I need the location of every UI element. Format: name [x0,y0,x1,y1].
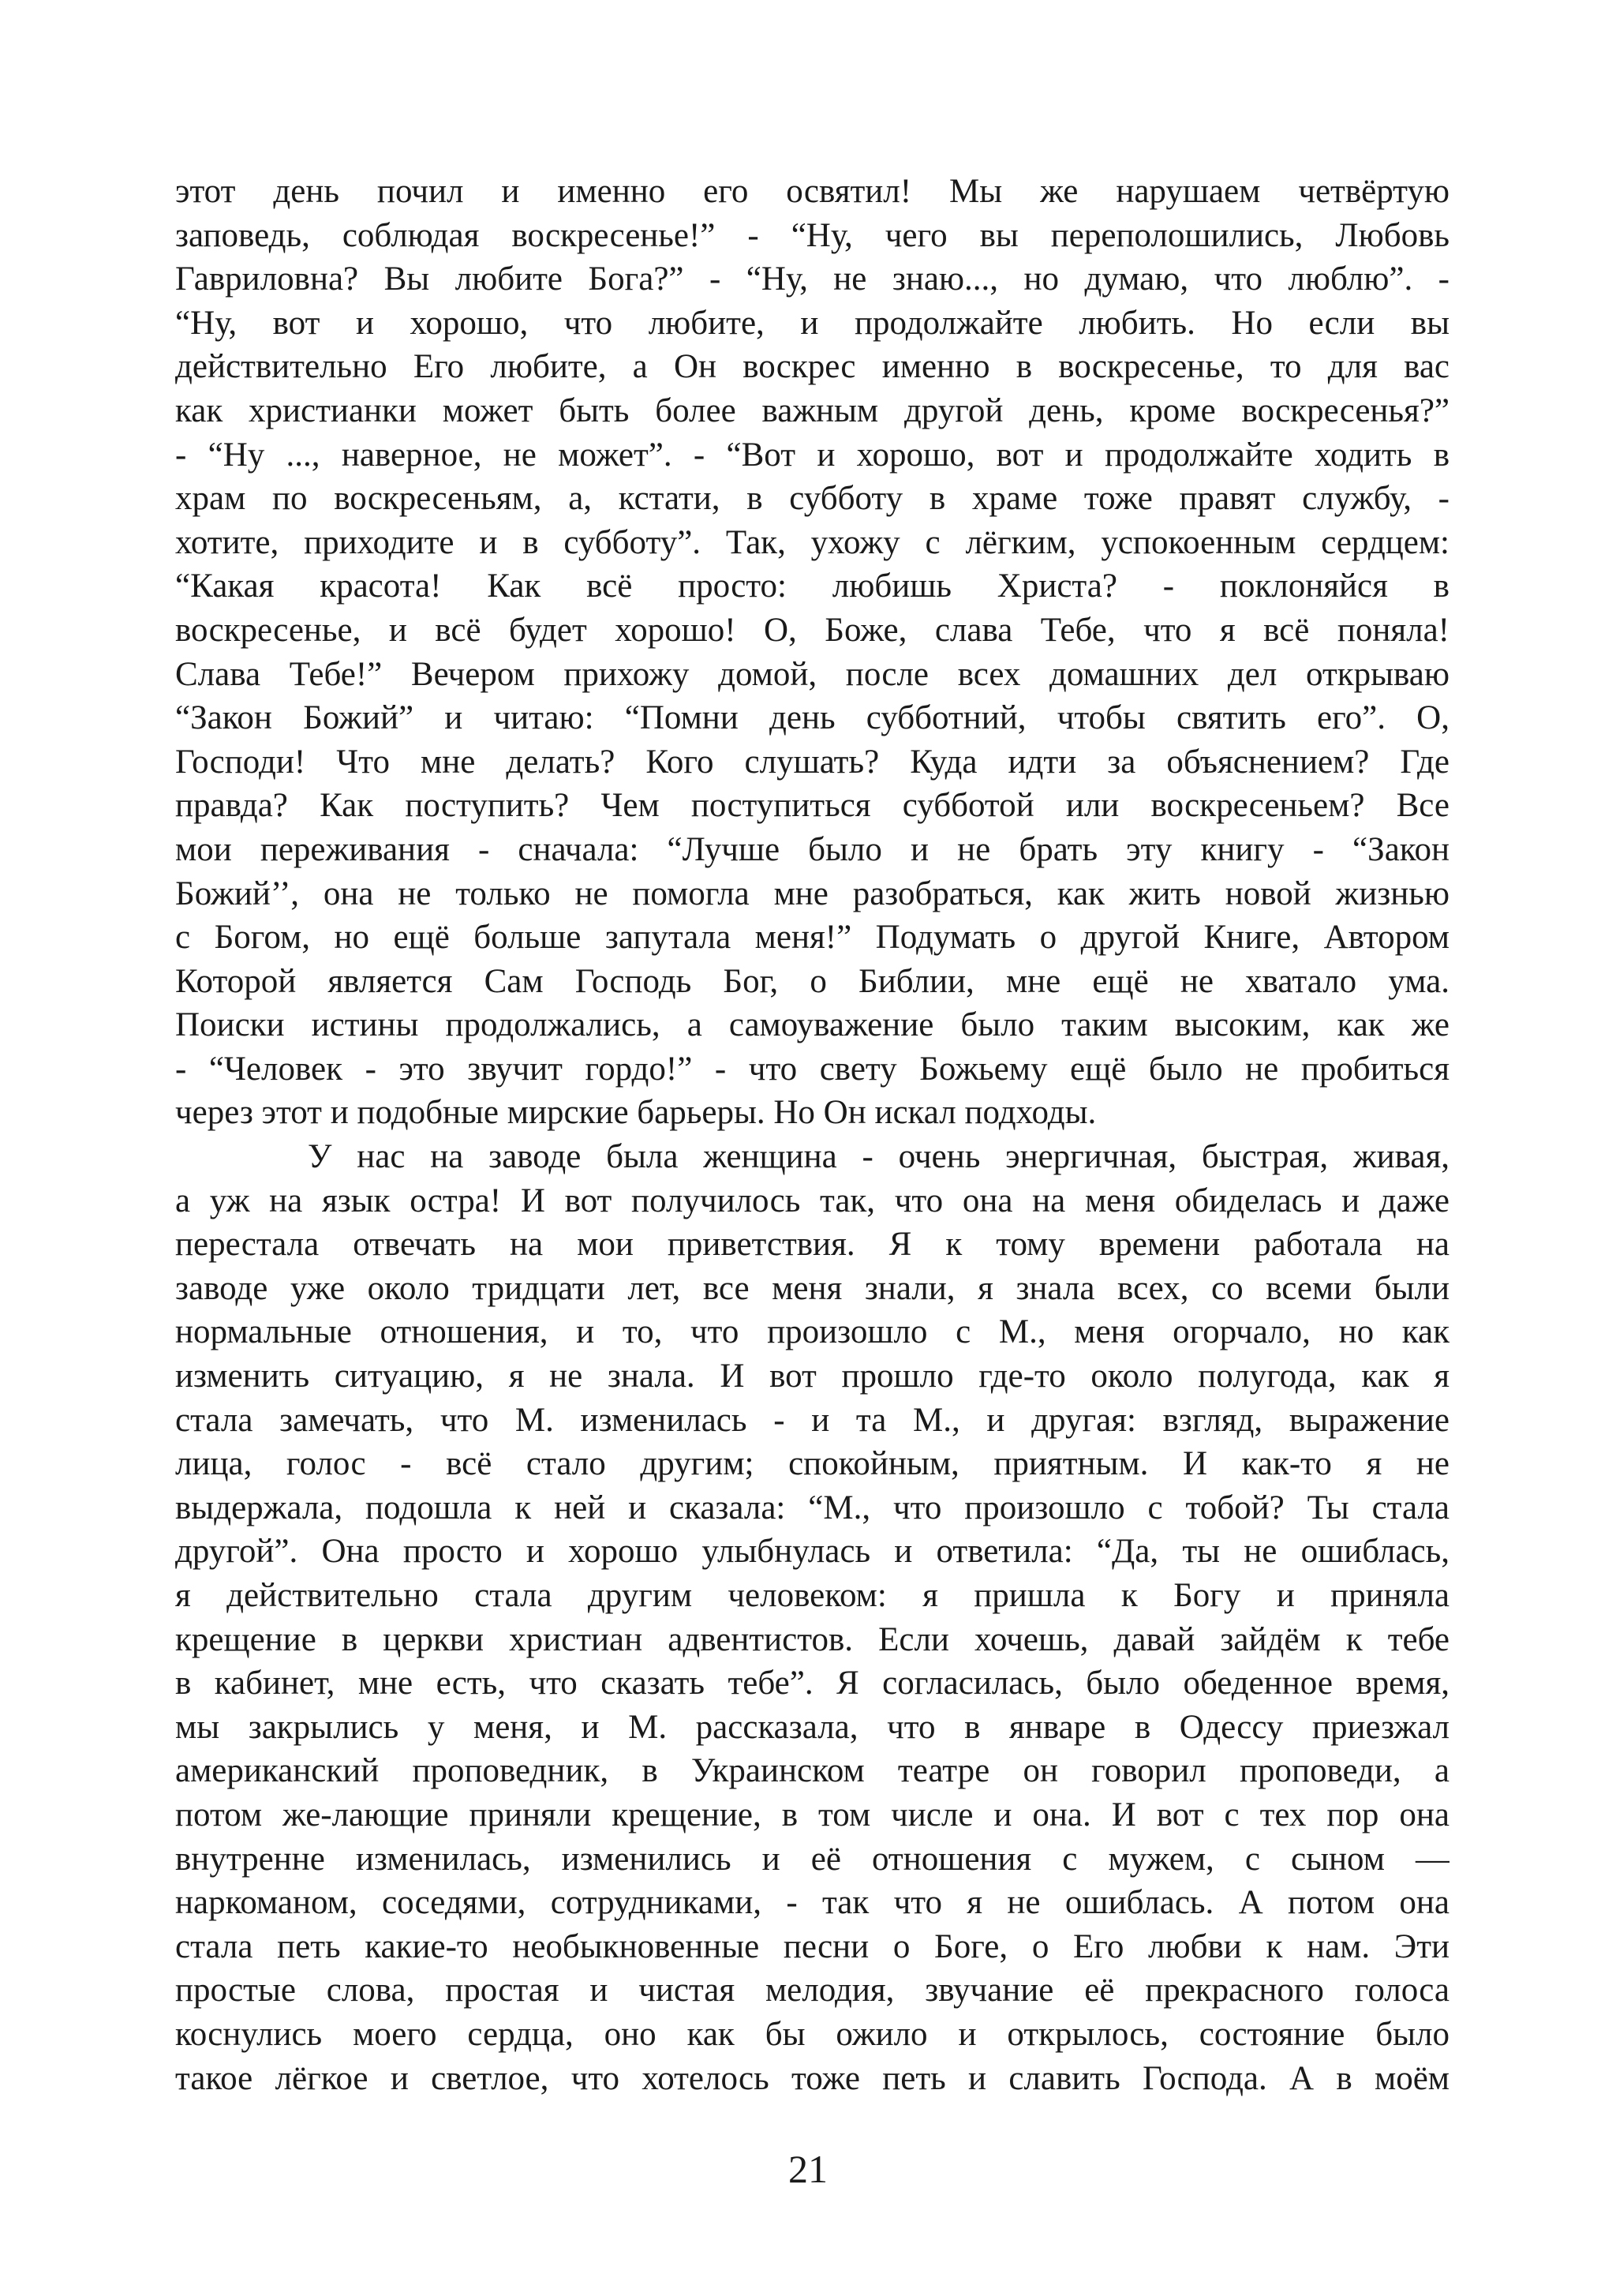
text-line: через этот и подобные мирские барьеры. Но Он искал подходы. [175,1094,1097,1132]
text-line: изменить ситуацию, я не знала. И вот прошло где-то около полугода, как я [175,1358,1450,1395]
text-line: - “Человек - это звучит гордо!” - что свету Божьему ещё было не пробиться [175,1050,1450,1088]
text-line: заповедь, соблюдая воскресенье!” - “Ну, чего вы переполошились, Любовь [175,216,1450,254]
text-line: мы закрылись у меня, и М. рассказала, что в январе в Одессу приезжал [175,1708,1450,1746]
text-line: Поиски истины продолжались, а самоуважение было таким высоким, как же [175,1006,1450,1044]
text-line: воскресенье, и всё будет хорошо! О, Боже, слава Тебе, что я всё поняла! [175,611,1450,649]
text-line: как христианки может быть более важным другой день, кроме воскресенья?” [175,391,1450,429]
text-line: “Ну, вот и хорошо, что любите, и продолжайте любить. Но если вы [175,304,1450,342]
text-line: хотите, приходите и в субботу”. Так, ухожу с лёгким, успокоенным сердцем: [175,523,1450,561]
body-text [175,170,1450,2100]
text-line: а уж на язык остра! И вот получилось так, что она на меня обиделась и даже [175,1182,1450,1219]
text-line: храм по воскресеньям, а, кстати, в субботу в храме тоже правят службу, - [175,480,1450,518]
text-line: наркоманом, соседями, сотрудниками, - так что я не ошиблась. А потом она [175,1884,1450,1922]
text-line: Божий’’, она не только не помогла мне разобраться, как жить новой жизнью [175,875,1450,912]
text-line: правда? Как поступить? Чем поступиться субботой или воскресеньем? Все [175,787,1450,825]
text-line: этот день почил и именно его освятил! Мы же нарушаем четвёртую [175,173,1450,210]
text-line: действительно Его любите, а Он воскрес именно в воскресенье, то для вас [175,348,1450,386]
text-line: с Богом, но ещё больше запутала меня!” Подумать о другой Книге, Автором [175,919,1450,957]
text-line: такое лёгкое и светлое, что хотелось тоже петь и славить Господа. А в моём [175,2059,1450,2097]
text-line: американский проповедник, в Украинском театре он говорил проповеди, а [175,1752,1450,1790]
text-line: потом же-лающие приняли крещение, в том числе и она. И вот с тех пор она [175,1796,1450,1833]
text-line: “Какая красота! Как всё просто: любишь Христа? - поклоняйся в [175,567,1450,605]
text-line: стала замечать, что М. изменилась - и та М., и другая: взгляд, выражение [175,1401,1450,1439]
text-line: У нас на заводе была женщина - очень энергичная, быстрая, живая, [308,1138,1450,1176]
text-line: лица, голос - всё стало другим; спокойным, приятным. И как-то я не [175,1445,1450,1483]
text-line: внутренне изменилась, изменились и её отношения с мужем, с сыном — [175,1840,1450,1878]
text-line: заводе уже около тридцати лет, все меня знали, я знала всех, со всеми были [175,1269,1450,1307]
text-line: крещение в церкви христиан адвентистов. Если хочешь, давай зайдём к тебе [175,1620,1450,1658]
text-line: Господи! Что мне делать? Кого слушать? Куда идти за объяснением? Где [175,743,1450,781]
text-line: мои переживания - сначала: “Лучше было и не брать эту книгу - “Закон [175,830,1450,868]
text-line: коснулись моего сердца, оно как бы ожило и открылось, состояние было [175,2015,1450,2053]
paragraph [175,1135,1450,2100]
text-line: - “Ну ..., наверное, не может”. - “Вот и хорошо, вот и продолжайте ходить в [175,436,1450,474]
text-line: стала петь какие-то необыкновенные песни о Боге, о Его любви к нам. Эти [175,1927,1450,1965]
text-line: в кабинет, мне есть, что сказать тебе”. Я согласилась, было обеденное время, [175,1665,1450,1702]
paragraph [175,170,1450,1135]
text-line: выдержала, подошла к ней и сказала: “М., что произошло с тобой? Ты стала [175,1489,1450,1526]
text-line: перестала отвечать на мои приветствия. Я к тому времени работала на [175,1226,1450,1264]
text-line: “Закон Божий” и читаю: “Помни день субботний, чтобы святить его”. О, [175,699,1450,737]
text-line: Слава Тебе!” Вечером прихожу домой, после всех домашних дел открываю [175,655,1450,693]
text-line: Которой является Сам Господь Бог, о Библии, мне ещё не хватало ума. [175,962,1450,1000]
text-line: простые слова, простая и чистая мелодия, звучание её прекрасного голоса [175,1972,1450,2009]
text-line: Гавриловна? Вы любите Бога?” - “Ну, не знаю..., но думаю, что люблю”. - [175,260,1450,298]
text-line: нормальные отношения, и то, что произошло с М., меня огорчало, но как [175,1313,1450,1351]
text-line: я действительно стала другим человеком: я пришла к Богу и приняла [175,1577,1450,1614]
text-line: другой”. Она просто и хорошо улыбнулась и ответила: “Да, ты не ошиблась, [175,1533,1450,1571]
page-number: 21 [788,2147,828,2191]
